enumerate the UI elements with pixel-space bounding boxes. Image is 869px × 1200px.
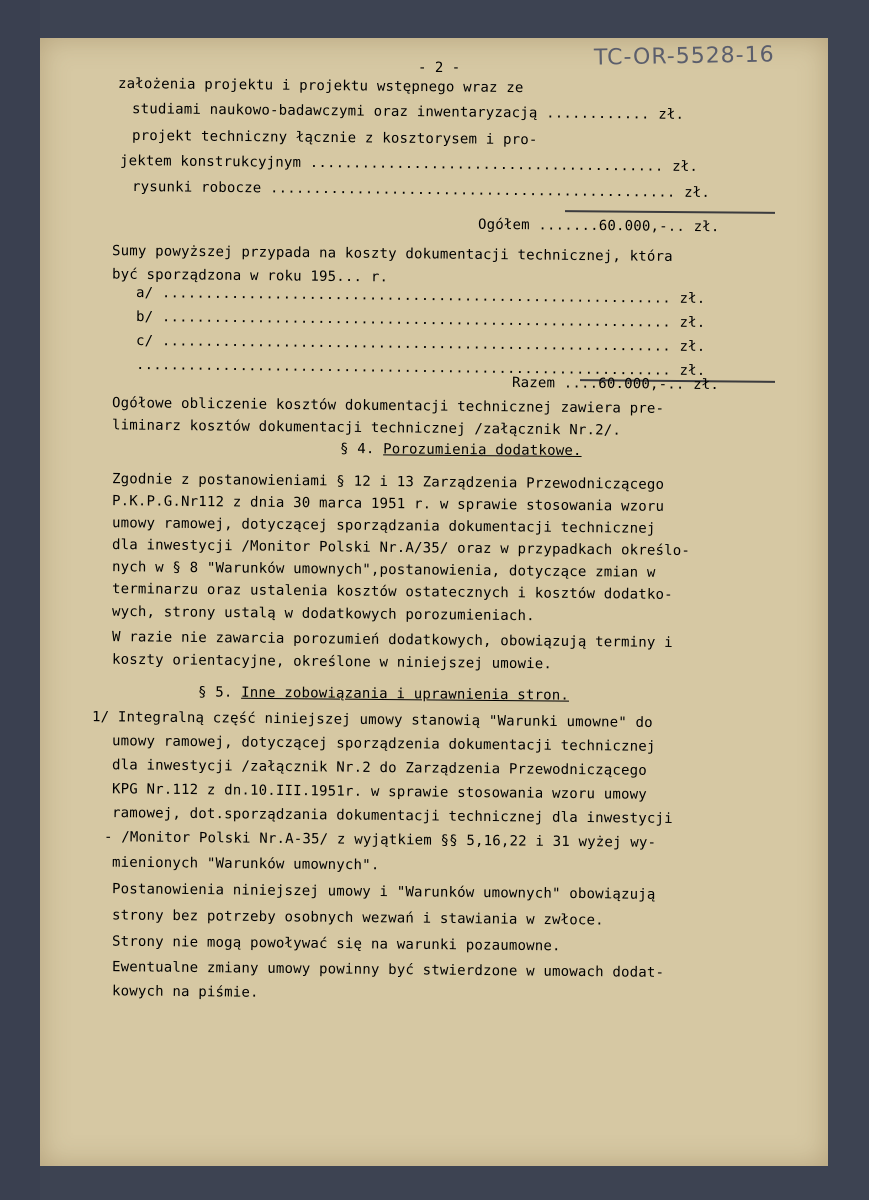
- cost-row: rysunki robocze ............................................... zł.: [131, 178, 711, 202]
- section-4-title: Porozumienia dodatkowe.: [383, 441, 582, 460]
- allocation-item-a: a/ ........................................................... zł.: [135, 285, 706, 307]
- allocation-note: Ogółowe obliczenie kosztów dokumentacji technicznej zawiera pre-: [111, 395, 665, 417]
- cost-row: założenia projektu i projektu wstępnego wraz ze: [117, 75, 524, 97]
- allocation-item-c: c/ ........................................................... zł.: [135, 333, 706, 355]
- section-5-line: kowych na piśmie.: [111, 983, 259, 1001]
- section-5-line: strony bez potrzeby osobnych wezwań i stawiania w zwłoce.: [111, 907, 604, 929]
- cost-row: studiami naukowo-badawczymi oraz inwentaryzacją ............ zł.: [131, 101, 685, 123]
- scan-background: [0, 0, 869, 38]
- allocation-intro: być sporządzona w roku 195... r.: [111, 266, 389, 286]
- section-5-line: dla inwestycji /załącznik Nr.2 do Zarządzenia Przewodniczącego: [111, 757, 648, 779]
- section-5-heading: [198, 684, 569, 703]
- section-5-line: 1/ Integralną część niniejszej umowy stanowią "Warunki umowne" do: [91, 709, 653, 731]
- archive-reference-number: TC-OR-5528-16: [593, 42, 775, 71]
- section-5-line: - /Monitor Polski Nr.A-35/ z wyjątkiem §§ 5,16,22 i 31 wyżej wy-: [103, 829, 657, 851]
- section-5-line: umowy ramowej, dotyczącej sporządzenia dokumentacji technicznej: [111, 733, 656, 755]
- cost-row: jektem konstrukcyjnym ......................................... zł.: [119, 152, 699, 176]
- cost-row: projekt techniczny łącznie z kosztorysem i pro-: [131, 127, 538, 149]
- section-4-line: terminarzu oraz ustalenia kosztów ostatecznych i kosztów dodatko-: [111, 581, 673, 603]
- allocation-note: liminarz kosztów dokumentacji technicznej /załącznik Nr.2/.: [111, 417, 622, 439]
- scan-background-left: [0, 0, 40, 1200]
- section-4-line: umowy ramowej, dotyczącej sporządzania dokumentacji technicznej: [111, 515, 656, 537]
- section-5-title: Inne zobowiązania i uprawnienia stron.: [241, 684, 570, 704]
- section-5-line: Postanowienia niniejszej umowy i "Warunków umownych" obowiązują: [111, 881, 656, 903]
- section-4-line: W razie nie zawarcia porozumień dodatkowych, obowiązują terminy i: [111, 629, 673, 651]
- section-4-line: dla inwestycji /Monitor Polski Nr.A/35/ oraz w przypadkach określo-: [111, 536, 691, 560]
- section-4-heading: [340, 441, 582, 459]
- allocation-item-b: b/ ........................................................... zł.: [135, 309, 706, 331]
- section-4-line: P.K.P.G.Nr112 z dnia 30 marca 1951 r. w sprawie stosowania wzoru: [111, 493, 665, 515]
- section-5-number: § 5.: [197, 684, 233, 701]
- section-4-line: koszty orientacyjne, określone w niniejszej umowie.: [111, 651, 553, 673]
- razem-total: Razem ....60.000,-.. zł.: [511, 374, 720, 394]
- section-5-line: Strony nie mogą powoływać się na warunki pozaumowne.: [111, 933, 561, 955]
- total-line: Ogółem .......60.000,-.. zł.: [477, 216, 720, 236]
- section-4-line: Zgodnie z postanowieniami § 12 i 13 Zarządzenia Przewodniczącego: [111, 471, 665, 493]
- section-4-line: wych, strony ustalą w dodatkowych porozumieniach.: [111, 603, 535, 625]
- section-5-line: KPG Nr.112 z dn.10.III.1951r. w sprawie stosowania wzoru umowy: [111, 781, 648, 803]
- allocation-item-blank: .............................................................. zł.: [135, 357, 706, 379]
- section-5-line: Ewentualne zmiany umowy powinny być stwierdzone w umowach dodat-: [111, 959, 665, 981]
- section-5-line: ramowej, dot.sporządzania dokumentacji technicznej dla inwestycji: [111, 805, 673, 827]
- section-4-number: § 4.: [339, 440, 375, 458]
- section-4-line: nych w § 8 "Warunków umownych",postanowienia, dotyczące zmian w: [111, 559, 656, 581]
- allocation-intro: Sumy powyższej przypada na koszty dokumentacji technicznej, która: [111, 243, 673, 265]
- section-5-line: mienionych "Warunków umownych".: [111, 854, 380, 874]
- page-number: - 2 -: [418, 60, 461, 76]
